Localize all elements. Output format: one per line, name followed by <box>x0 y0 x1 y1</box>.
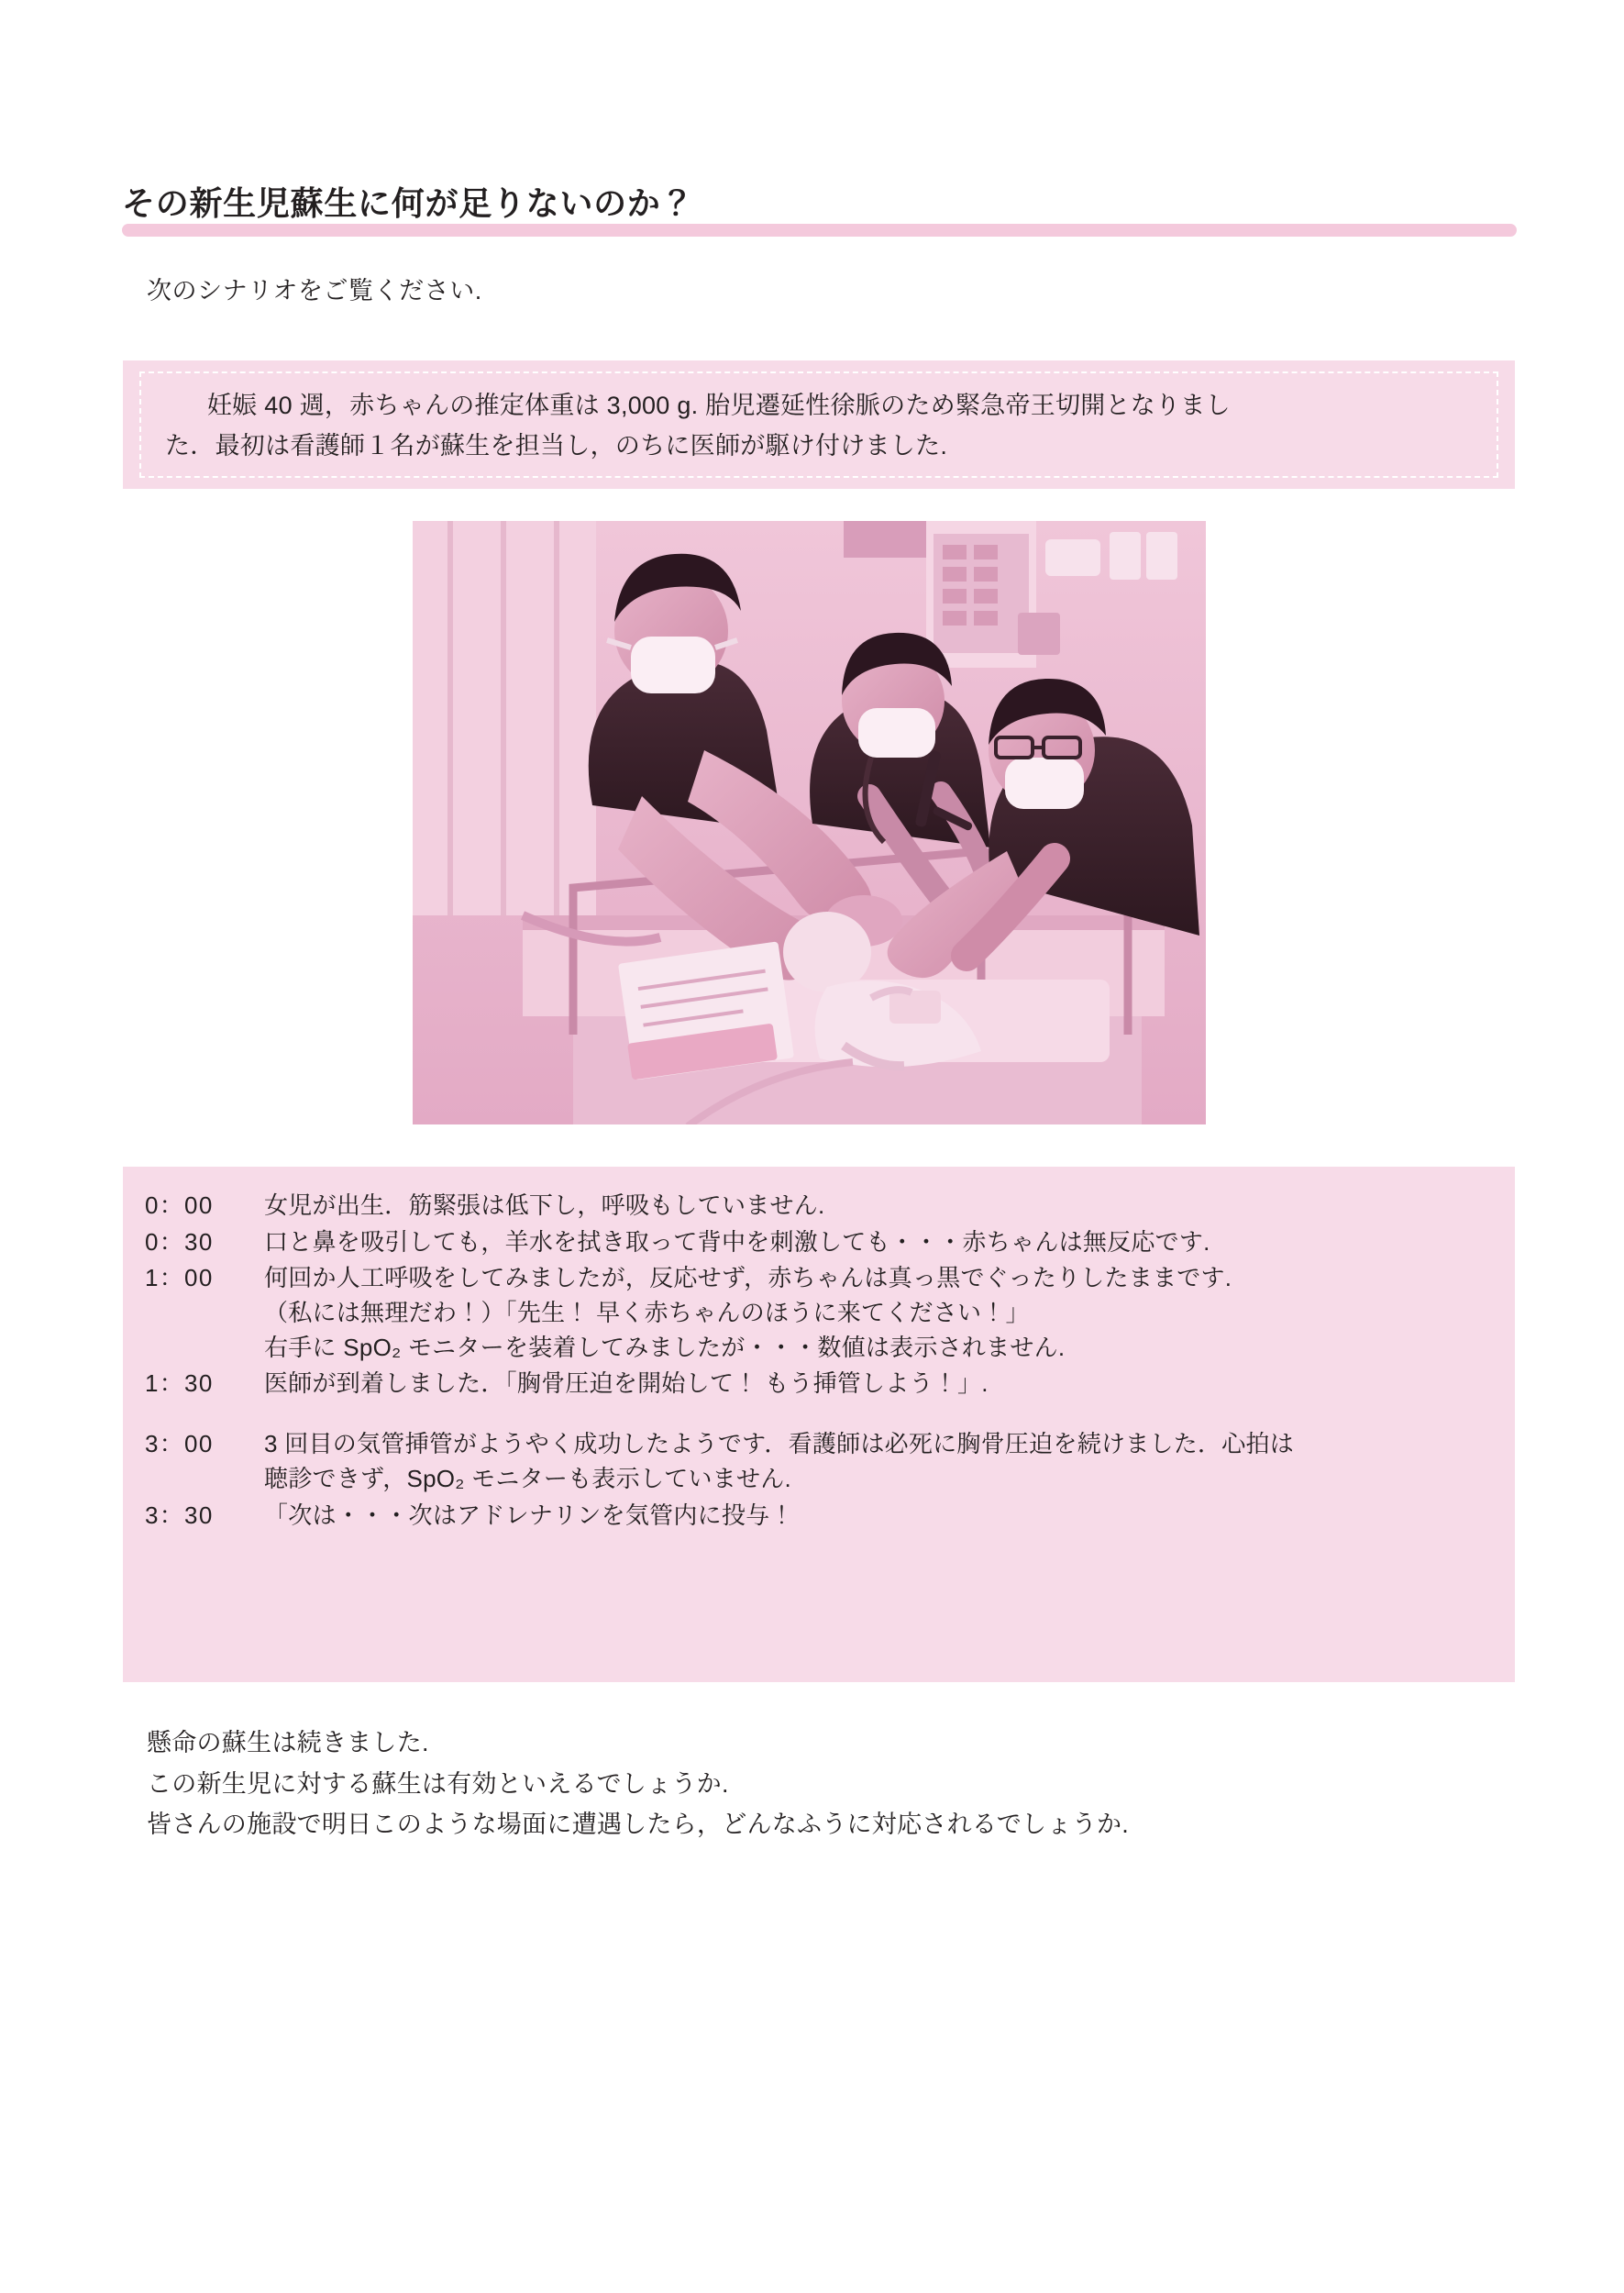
closing-paragraph <box>147 1723 1476 1845</box>
timeline-time: 3：30 <box>145 1501 214 1529</box>
title-underline-bar <box>122 224 1517 237</box>
timeline-row <box>145 1261 1493 1365</box>
page-title-text: その新生児蘇生に何が足りないのか？ <box>122 184 695 222</box>
timeline-text <box>264 1499 1493 1534</box>
timeline-row <box>145 1499 1493 1534</box>
timeline-line: 女児が出生．筋緊張は低下し，呼吸もしていません. <box>264 1191 825 1219</box>
closing-line: 懸命の蘇生は続きました. <box>147 1729 429 1756</box>
closing-line: この新生児に対する蘇生は有効といえるでしょうか. <box>147 1769 729 1798</box>
timeline-time: 1：00 <box>145 1264 214 1292</box>
timeline-line: 右手に SpO₂ モニターを装着してみましたが・・・数値は表示されません. <box>264 1333 1066 1361</box>
timeline-text <box>264 1225 1493 1260</box>
scenario-line-1: 妊娠 40 週，赤ちゃんの推定体重は 3,000 g. 胎児遷延性徐脈のため緊急帝王切開となりまし <box>207 392 1231 419</box>
timeline-line: 口と鼻を吸引しても，羊水を拭き取って背中を刺激しても・・・赤ちゃんは無反応です. <box>264 1227 1210 1256</box>
timeline-time: 1：30 <box>145 1369 214 1398</box>
timeline-text <box>264 1189 1493 1224</box>
timeline-line: 医師が到着しました．「胸骨圧迫を開始して！ もう挿管しよう！」. <box>264 1369 989 1398</box>
timeline-line: 何回か人工呼吸をしてみましたが，反応せず，赤ちゃんは真っ黒でぐったりしたままです. <box>264 1264 1232 1292</box>
timeline-line: 「次は・・・次はアドレナリンを気管内に投与！ <box>264 1501 794 1529</box>
timeline-line: 聴診できず，SpO₂ モニターも表示していません. <box>264 1464 791 1492</box>
timeline-spacer <box>145 1403 1493 1427</box>
intro-text: 次のシナリオをご覧ください. <box>147 277 482 305</box>
timeline-row <box>145 1225 1493 1260</box>
timeline-panel <box>123 1167 1515 1682</box>
timeline-text <box>264 1261 1493 1365</box>
timeline-row <box>145 1427 1493 1496</box>
page-title <box>122 183 1517 223</box>
timeline-line: （私には無理だわ！）「先生！ 早く赤ちゃんのほうに来てください！」 <box>264 1299 1030 1327</box>
scenario-line-2: た．最初は看護師１名が蘇生を担当し，のちに医師が駆け付けました. <box>165 431 948 460</box>
scenario-text <box>165 386 1476 466</box>
timeline-time: 0：00 <box>145 1191 214 1219</box>
timeline-text <box>264 1367 1493 1401</box>
closing-line: 皆さんの施設で明日このような場面に遭遇したら，どんなふうに対応されるでしょうか. <box>147 1811 1130 1839</box>
timeline-list <box>145 1189 1493 1673</box>
timeline-row <box>145 1189 1493 1224</box>
timeline-row <box>145 1367 1493 1401</box>
timeline-time: 0：30 <box>145 1227 214 1256</box>
timeline-line: 3 回目の気管挿管がようやく成功したようです．看護師は必死に胸骨圧迫を続けました．心拍は <box>264 1430 1295 1458</box>
scenario-panel <box>123 360 1515 489</box>
resuscitation-training-photo <box>413 521 1206 1124</box>
timeline-text <box>264 1427 1493 1496</box>
timeline-time: 3：00 <box>145 1430 214 1458</box>
